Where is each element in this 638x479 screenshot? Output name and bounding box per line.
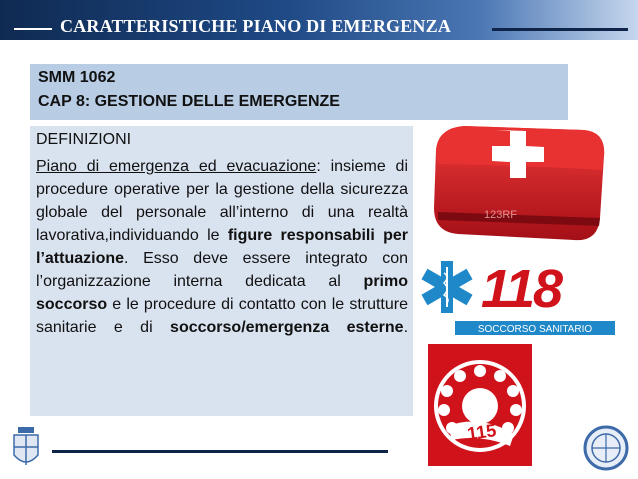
course-code: SMM 1062	[38, 69, 116, 86]
first-aid-kit-icon	[424, 122, 610, 250]
bold-1: figure responsabili per l’attuazione	[36, 227, 408, 267]
footer-rule	[52, 450, 388, 453]
star-of-life-icon	[421, 261, 472, 313]
slide-title: CARATTERISTICHE PIANO DI EMERGENZA	[60, 16, 452, 36]
watermark: 123RF	[484, 209, 518, 221]
globe-emblem-icon	[582, 422, 630, 472]
text-4: .	[403, 319, 409, 336]
header-box	[30, 64, 568, 120]
bold-2: primo soccorso	[36, 273, 408, 313]
definition-text	[36, 155, 408, 339]
title-rule-left	[14, 28, 52, 30]
definition-box	[30, 126, 413, 416]
logo-115	[428, 344, 532, 466]
text-2: . Esso deve essere integrato con l’organizzazione interna dedicata al	[36, 250, 408, 290]
caption-118: SOCCORSO SANITARIO	[477, 324, 593, 335]
text-3: e le procedure di contatto con le strutture sanitarie e di	[36, 296, 408, 336]
chapter-title: CAP 8: GESTIONE DELLE EMERGENZE	[38, 93, 340, 110]
logo-118	[421, 255, 635, 339]
number-115: 115	[465, 420, 498, 444]
title-rule-right	[492, 28, 628, 31]
text-1: : insieme di procedure operative per la gestione della sicurezza globale del personale all’interno di una realtà lavorativa,individuando le	[36, 158, 409, 244]
bold-3: soccorso/emergenza esterne	[170, 319, 404, 336]
section-title: DEFINIZIONI	[36, 131, 132, 148]
term: Piano di emergenza ed evacuazione	[36, 158, 317, 175]
crest-icon	[10, 425, 42, 471]
number-118: 118	[481, 259, 562, 319]
